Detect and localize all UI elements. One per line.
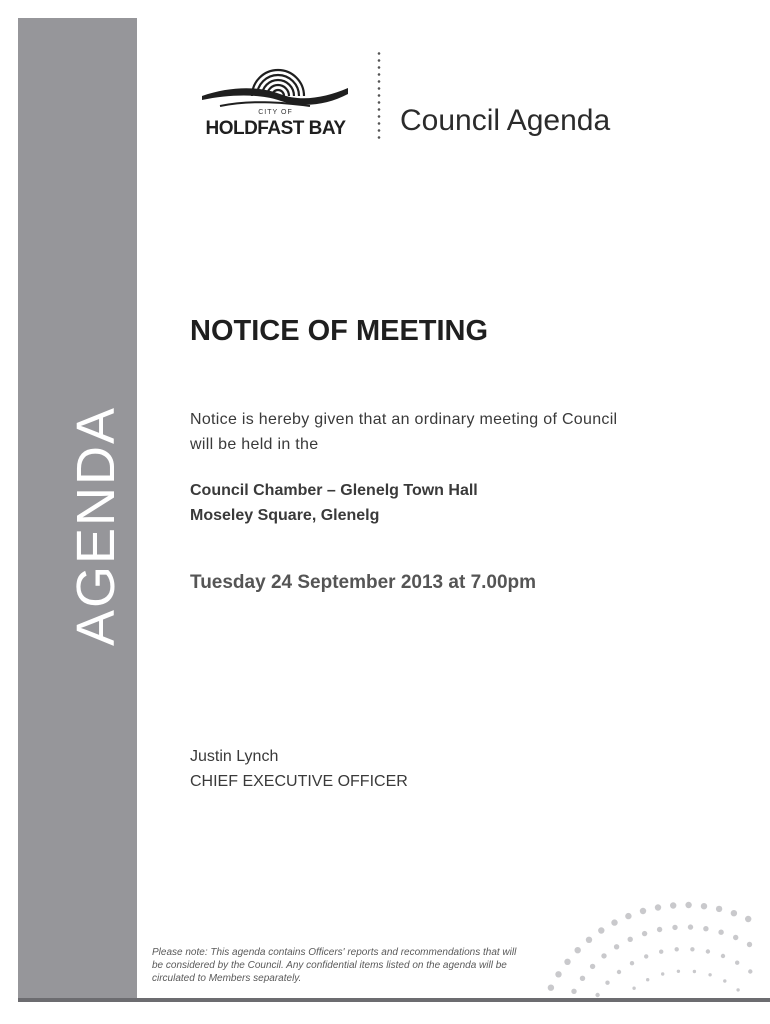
- signoff: [190, 744, 408, 794]
- logo: [188, 52, 363, 142]
- decoration-dot: [706, 949, 710, 953]
- decoration-dot: [748, 969, 752, 973]
- footnote: Please note: This agenda contains Officers' reports and recommendations that will be considered by the Council. Any confidential items listed on the agenda will be circulated to Members separately.: [152, 947, 517, 984]
- decoration-dot: [564, 959, 570, 965]
- decoration-dot: [605, 981, 609, 985]
- decoration-dot: [571, 989, 576, 994]
- decoration-dot: [723, 979, 726, 982]
- decoration-dot: [672, 925, 677, 930]
- decoration-dot: [575, 947, 581, 953]
- decoration-dot: [745, 916, 751, 922]
- dotted-divider: [377, 50, 381, 142]
- logo-name: HOLDFAST BAY: [205, 118, 346, 139]
- decoration-dot: [548, 985, 554, 991]
- decoration-dot: [690, 947, 694, 951]
- decoration-dot: [632, 987, 635, 990]
- decoration-dot: [614, 944, 619, 949]
- decoration-dot: [708, 973, 711, 976]
- bottom-rule: [18, 998, 770, 1002]
- sidebar-band: [18, 18, 137, 998]
- decoration-dot: [703, 926, 708, 931]
- decoration-dot: [670, 902, 676, 908]
- venue: [190, 478, 478, 528]
- decoration-dot: [628, 937, 633, 942]
- decoration-dot: [555, 971, 561, 977]
- decoration-dot: [675, 947, 679, 951]
- decoration-dot: [736, 988, 739, 991]
- decoration-dot: [657, 927, 662, 932]
- decoration-dot: [716, 906, 722, 912]
- decoration-dot: [731, 910, 737, 916]
- signoff-name: Justin Lynch: [190, 748, 279, 765]
- decoration-dot: [677, 970, 680, 973]
- decoration-dot: [735, 961, 739, 965]
- decoration-dot: [595, 993, 599, 997]
- meeting-date-time: Tuesday 24 September 2013 at 7.00pm: [190, 572, 537, 593]
- decoration-dot: [693, 970, 696, 973]
- notice-title: NOTICE OF MEETING: [190, 315, 489, 347]
- decoration-dot: [721, 954, 725, 958]
- decoration-dot: [655, 904, 661, 910]
- decoration-dot: [598, 927, 604, 933]
- venue-line-2: Moseley Square, Glenelg: [190, 507, 380, 524]
- decoration-dot: [580, 976, 585, 981]
- document-type-title: Council Agenda: [400, 104, 611, 137]
- decoration-dot: [601, 953, 606, 958]
- decoration-dot: [701, 903, 707, 909]
- decoration-dot: [747, 942, 752, 947]
- dots-arc-decoration-icon: [500, 890, 760, 1000]
- decoration-dot: [617, 970, 621, 974]
- decoration-dot: [611, 919, 617, 925]
- signoff-position: CHIEF EXECUTIVE OFFICER: [190, 773, 408, 790]
- decoration-dot: [644, 954, 648, 958]
- decoration-dot: [659, 950, 663, 954]
- decoration-dot: [685, 902, 691, 908]
- decoration-dot: [646, 978, 649, 981]
- decoration-dot: [630, 961, 634, 965]
- logo-small-text: CITY OF: [258, 109, 293, 116]
- venue-line-1: Council Chamber – Glenelg Town Hall: [190, 482, 478, 499]
- decoration-dot: [718, 930, 723, 935]
- decoration-dot: [625, 913, 631, 919]
- decoration-dot: [586, 937, 592, 943]
- decoration-dot: [640, 908, 646, 914]
- decoration-dot: [733, 935, 738, 940]
- decoration-dot: [661, 972, 664, 975]
- sidebar-label: AGENDA: [66, 405, 126, 647]
- decoration-dot: [590, 964, 595, 969]
- decoration-dot: [642, 931, 647, 936]
- notice-intro: Notice is hereby given that an ordinary meeting of Council will be held in the: [190, 411, 618, 453]
- decoration-dot: [688, 924, 693, 929]
- sun-wave-logo-icon: [200, 52, 350, 108]
